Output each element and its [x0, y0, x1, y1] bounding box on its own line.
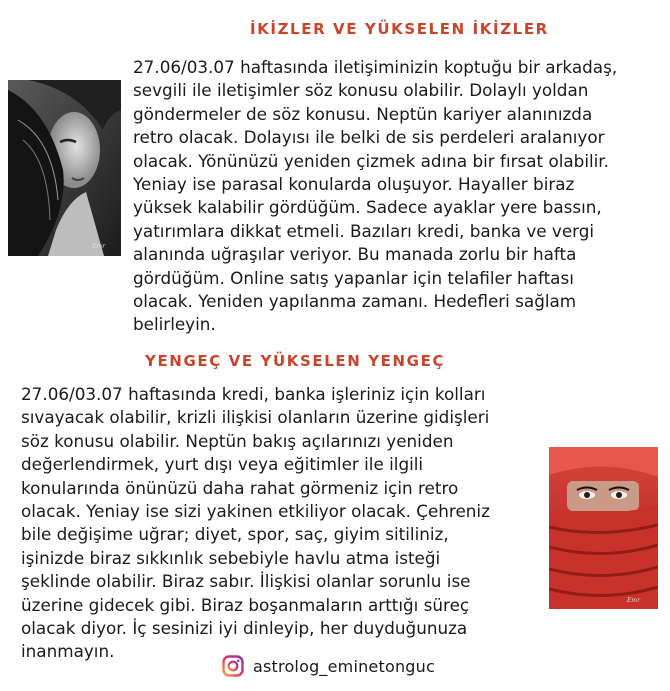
artist-signature: Emr: [627, 597, 640, 604]
artist-signature: Emr: [92, 243, 105, 250]
text-line: olacak. Yönünüzü yeniden çizmek adına bir fırsat olabilir.: [133, 150, 609, 171]
text-line: yatırımlara dikkat etmeli. Bazıları kredi, banka ve vergi: [133, 220, 595, 241]
woman-red-veil-image: [549, 447, 658, 609]
woman-portrait-image: [8, 80, 121, 256]
text-line: alanında uğraşılar veriyor. Bu manada zorlu bir hafta: [133, 244, 577, 265]
text-line: sevgili ile iletişimler söz konusu olabilir. Dolaylı yoldan: [133, 80, 589, 101]
text-line: söz konusu olabilir. Neptün bakış açılarınızı yeniden: [21, 430, 454, 451]
text-line: olacak. Yeniden yapılanma zamanı. Hedefleri sağlam: [133, 291, 577, 312]
instagram-credit[interactable]: [222, 655, 435, 677]
section-text-gemini: [133, 56, 663, 337]
section-title-cancer: YENGEÇ VE YÜKSELEN YENGEÇ: [145, 352, 446, 370]
section-text-cancer: [21, 383, 541, 664]
text-line: göndermeler de söz konusu. Neptün kariyer alanınızda: [133, 103, 593, 124]
text-line: Yeniay ise parasal konularda oluşuyor. Hayaller biraz: [133, 174, 575, 195]
text-line: şeklinde olabilir. Biraz sabır. İlişkisi olanlar sorunlu ise: [21, 571, 471, 592]
text-line: 27.06/03.07 haftasında iletişiminizin koptuğu bir arkadaş,: [133, 57, 618, 77]
text-line: gördüğüm. Online satış yapanlar için telafiler haftası: [133, 267, 574, 288]
text-line: olacak. Yeniay ise sizi yakinen etkiliyor olacak. Çehreniz: [21, 501, 490, 522]
text-line: değerlendirmek, yurt dışı veya eğitimler ile ilgili: [21, 454, 424, 475]
text-line: 27.06/03.07 haftasında kredi, banka işleriniz için kolları: [21, 384, 486, 404]
text-line: belirleyin.: [133, 314, 216, 335]
instagram-icon: [222, 655, 244, 677]
text-line: olacak diyor. İç sesinizi iyi dinleyip, her duyduğunuza: [21, 618, 468, 639]
section-title-gemini: İKİZLER VE YÜKSELEN İKİZLER: [250, 20, 549, 38]
text-line: retro olacak. Dolayısı ile belki de sis perdeleri aralanıyor: [133, 127, 605, 148]
text-line: yüksek kalabilir gördüğüm. Sadece ayaklar yere bassın,: [133, 197, 602, 218]
text-line: sıvayacak olabilir, krizli ilişkisi olanların üzerine gidişleri: [21, 407, 490, 428]
text-line: üzerine gidecek gibi. Biraz boşanmaların arttığı süreç: [21, 594, 470, 615]
instagram-handle[interactable]: astrolog_eminetonguc: [253, 656, 435, 676]
text-line: inanmayın.: [21, 641, 115, 662]
text-line: işinizde biraz sıkkınlık sebebiyle havlu atma isteği: [21, 547, 441, 568]
text-line: bile değişime uğrar; diyet, spor, saç, giyim sitiliniz,: [21, 524, 449, 545]
text-line: konularında önünüzü daha rahat görmeniz için retro: [21, 477, 459, 498]
